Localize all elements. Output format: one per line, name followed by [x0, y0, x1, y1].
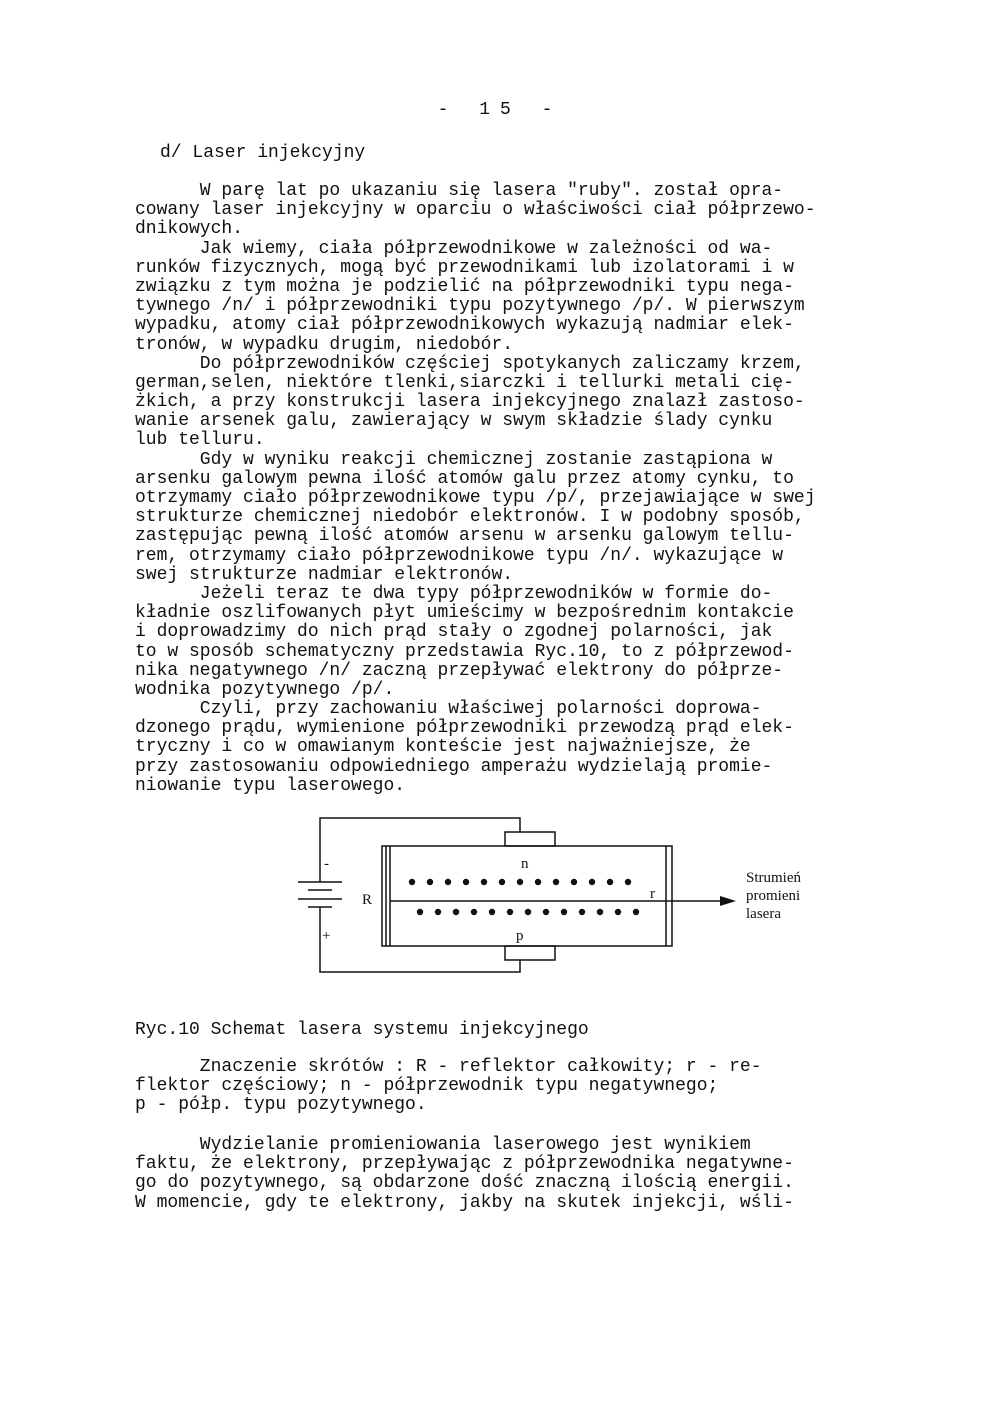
text-line: żkich, a przy konstrukcji lasera injekcyjnego znalazł zastoso-	[135, 392, 805, 413]
text-line: Jak wiemy, ciała półprzewodnikowe w zależności od wa-	[135, 238, 773, 259]
text-line: tywnego /n/ i półprzewodniki typu pozytywnego /p/. W pierwszym	[135, 296, 805, 317]
text-line: Jeżeli teraz te dwa typy półprzewodników w formie do-	[135, 583, 773, 604]
label-n: n	[521, 856, 529, 872]
text-line: Wydzielanie promieniowania laserowego jest wynikiem	[135, 1135, 751, 1155]
text-line: runków fizycznych, mogą być przewodnikami lub izolatorami i w	[135, 257, 794, 278]
text-line: tryczny i co w omawianym konteście jest najważniejsze, że	[135, 737, 751, 758]
beam-label-line-3: lasera	[746, 906, 781, 922]
text-line: flektor częściowy; n - półprzewodnik typu negatywnego;	[135, 1076, 719, 1097]
main-text	[135, 182, 816, 796]
text-line: wanie arsenek galu, zawierający w swym składzie ślady cynku	[135, 411, 773, 432]
text-line: zastępując pewną ilość atomów arsenu w arsenku galowym tellu-	[135, 526, 794, 547]
beam-arrowhead	[720, 896, 736, 906]
text-line: swej strukturze nadmiar elektronów.	[135, 564, 514, 585]
text-line: przy zastosowaniu odpowiedniego amperażu wydzielają promie-	[135, 756, 773, 777]
text-line: wodnika pozytywnego /p/.	[135, 679, 395, 700]
bottom-electrode	[505, 946, 555, 960]
beam-label-line-2: promieni	[746, 888, 801, 904]
text-line: nika negatywnego /n/ zaczną przepływać elektrony do półprze-	[135, 660, 784, 681]
text-line: german,selen, niektóre tlenki,siarczki i tellurki metali cię-	[135, 372, 794, 393]
text-line: związku z tym można je podzielić na półprzewodniki typu nega-	[135, 276, 794, 297]
section-heading: d/ Laser injekcyjny	[160, 143, 366, 163]
text-line: p - półp. typu pozytywnego.	[135, 1095, 427, 1116]
label-p: p	[516, 928, 524, 944]
text-line: cowany laser injekcyjny w oparciu o właściwości ciał półprzewo-	[135, 200, 816, 221]
text-line: i doprowadzimy do nich prąd stały o zgodnej polarności, jak	[135, 622, 773, 643]
text-line: kładnie oszlifowanych płyt umieścimy w bezpośrednim kontakcie	[135, 603, 794, 624]
text-line: Znaczenie skrótów : R - reflektor całkowity; r - re-	[135, 1057, 762, 1077]
text-line: Do półprzewodników częściej spotykanych zaliczamy krzem,	[135, 353, 805, 374]
final-text	[135, 1136, 794, 1213]
text-line: go do pozytywnego, są obdarzone dość znaczną ilością energii.	[135, 1173, 794, 1194]
label-plus: +	[322, 928, 331, 944]
text-line: tronów, w wypadku drugim, niedobór.	[135, 334, 514, 355]
text-line: lub telluru.	[135, 430, 265, 451]
text-line: dnikowych.	[135, 219, 244, 240]
label-R: R	[362, 892, 373, 908]
text-line: faktu, że elektrony, przepływając z półprzewodnika negatywne-	[135, 1154, 794, 1175]
text-line: Gdy w wyniku reakcji chemicznej zostanie zastąpiona w	[135, 449, 773, 470]
beam-label-line-1: Strumień	[746, 870, 801, 886]
text-line: strukturze chemicznej niedobór elektronów. I w podobny sposób,	[135, 507, 805, 528]
text-line: to w sposób schematyczny przedstawia Ryc.10, to z półprzewod-	[135, 641, 794, 662]
text-line: otrzymamy ciało półprzewodnikowe typu /p/, przejawiające w swej	[135, 488, 816, 508]
text-line: wypadku, atomy ciał półprzewodnikowych wykazują nadmiar elek-	[135, 315, 794, 336]
electron-dots-n	[409, 879, 631, 885]
label-minus: -	[324, 856, 329, 872]
text-line: Czyli, przy zachowaniu właściwej polarności doprowa-	[135, 699, 762, 720]
text-line: W parę lat po ukazaniu się lasera "ruby". został opra-	[135, 181, 784, 201]
electron-dots-p	[417, 909, 639, 915]
top-electrode	[505, 832, 555, 846]
text-line: arsenku galowym pewna ilość atomów galu przez atomy cynku, to	[135, 468, 794, 489]
label-r: r	[650, 886, 655, 902]
figure-caption: Ryc.10 Schemat lasera systemu injekcyjnego	[135, 1020, 589, 1040]
text-line: dzonego prądu, wymienione półprzewodniki przewodzą prąd elek-	[135, 718, 794, 739]
text-line: niowanie typu laserowego.	[135, 775, 406, 796]
text-line: rem, otrzymamy ciało półprzewodnikowe typu /n/. wykazujące w	[135, 545, 784, 566]
legend-text	[135, 1058, 762, 1116]
laser-schematic-figure	[280, 810, 840, 990]
page-number: - 15 -	[437, 100, 563, 120]
text-line: W momencie, gdy te elektrony, jakby na skutek injekcji, wśli-	[135, 1192, 794, 1213]
